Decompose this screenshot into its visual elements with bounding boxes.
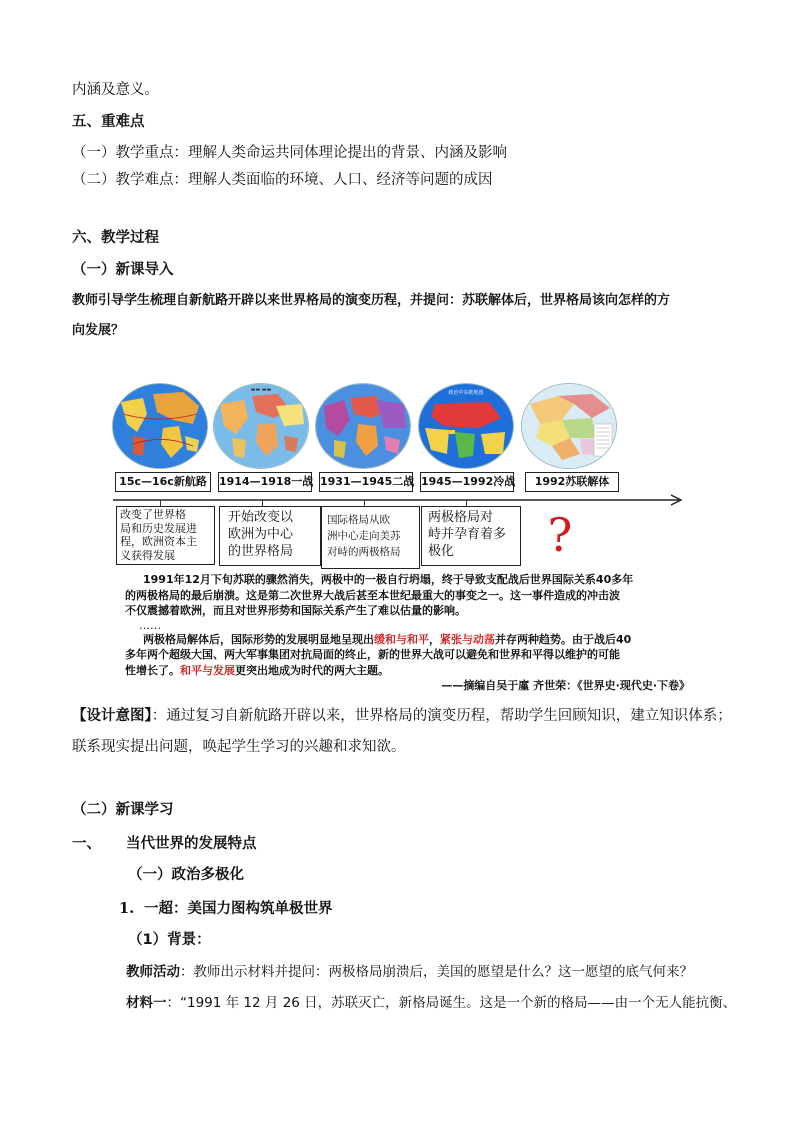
- question-mark: ?: [547, 508, 573, 562]
- teacher-activity: 教师活动：教师出示材料并提问：两极格局崩溃后，美国的愿望是什么？这一愿望的底气何来？: [126, 964, 693, 980]
- globe-map-new-routes: [112, 383, 208, 469]
- globe-map-ussr-dissolution: [521, 383, 617, 469]
- section-6-heading: 六、教学过程: [72, 230, 159, 246]
- note-box: 两极格局对 峙并孕育着多 极化: [421, 506, 521, 566]
- globe-title: 政治中东欧地图: [448, 390, 484, 396]
- era-label: 1914—1918一战: [218, 472, 312, 492]
- design-intent-line-1: 【设计意图】：通过复习自新航路开辟以来，世界格局的演变历程，帮助学生回顾知识，建立知识体系；: [72, 708, 732, 724]
- globe-map-wwii: [315, 383, 411, 469]
- quote-block: 1991年12月下旬苏联的骤然消失，两极中的一极自行坍塌，终于导致支配战后世界国际关系40多年 的两极格局的最后崩溃。这是第二次世界大战后甚至本世纪最重大的事变之一。这一事件造成的冲击波 不仅震撼着欧洲，而且对世界形势和国际关系产生了难以估量的影响。 …… 两极格局解体后，国际形势的发展明显地呈现出缓和与和平，紧张与动荡并存两种趋势。由于战后40 多年两个超级大国、两大军事集团对抗局面的终止，新的世界大战可以避免和世界和平得以维护的可能 性增长了。和平与发展更突出地成为时代的两大主题。 ——摘编自吴于廑 齐世荣：《世界史·现代史·下卷》: [125, 573, 690, 692]
- section-5-heading: 五、重难点: [72, 114, 145, 130]
- item-number: 一、: [72, 836, 101, 852]
- intro-line-2: 向发展？: [72, 323, 125, 338]
- note-box: 开始改变以 欧洲为中心 的世界格局: [219, 506, 321, 566]
- era-label: 1992苏联解体: [525, 472, 619, 492]
- item-title: 当代世界的发展特点: [126, 836, 257, 852]
- era-label: 1931—1945二战: [319, 472, 413, 492]
- intro-line-1: 教师引导学生梳理自新航路开辟以来世界格局的演变历程，并提问：苏联解体后，世界格局该向怎样的方: [72, 293, 671, 308]
- difficult-point: （二）教学难点：理解人类面临的环境、人口、经济等问题的成因: [72, 172, 493, 188]
- note-box: 改变了世界格 局和历史发展进 程，欧洲资本主 义获得发展: [116, 506, 215, 565]
- globe-map-wwi: ▬▬ ▬▬: [213, 383, 309, 469]
- material-one: 材料一：“1991 年 12 月 26 日，苏联灭亡，新格局诞生。这是一个新的格局——由一个无人能抗衡、: [126, 995, 737, 1011]
- design-intent-line-2: 联系现实提出问题，唤起学生学习的兴趣和求知欲。: [72, 739, 406, 755]
- point-title: 一超：美国力图构筑单极世界: [144, 901, 333, 917]
- quote-source: ——摘编自吴于廑 齐世荣：《世界史·现代史·下卷》: [441, 679, 690, 692]
- note-box: 国际格局从欧 洲中心走向美苏 对峙的两极格局: [321, 506, 420, 569]
- study-heading: （二）新课学习: [72, 802, 174, 818]
- background-heading: （1）背景：: [128, 932, 211, 948]
- subsection-heading: （一）政治多极化: [128, 867, 244, 883]
- text-meaning: 内涵及意义。: [72, 82, 159, 98]
- point-number: 1.: [119, 900, 135, 917]
- key-point: （一）教学重点：理解人类命运共同体理论提出的背景、内涵及影响: [72, 145, 507, 161]
- globe-map-cold-war: [418, 383, 514, 469]
- era-label: 1945—1992冷战: [420, 472, 514, 492]
- timeline-arrow: [113, 493, 685, 507]
- intro-heading: （一）新课导入: [72, 262, 174, 278]
- era-label: 15c—16c新航路: [115, 472, 211, 492]
